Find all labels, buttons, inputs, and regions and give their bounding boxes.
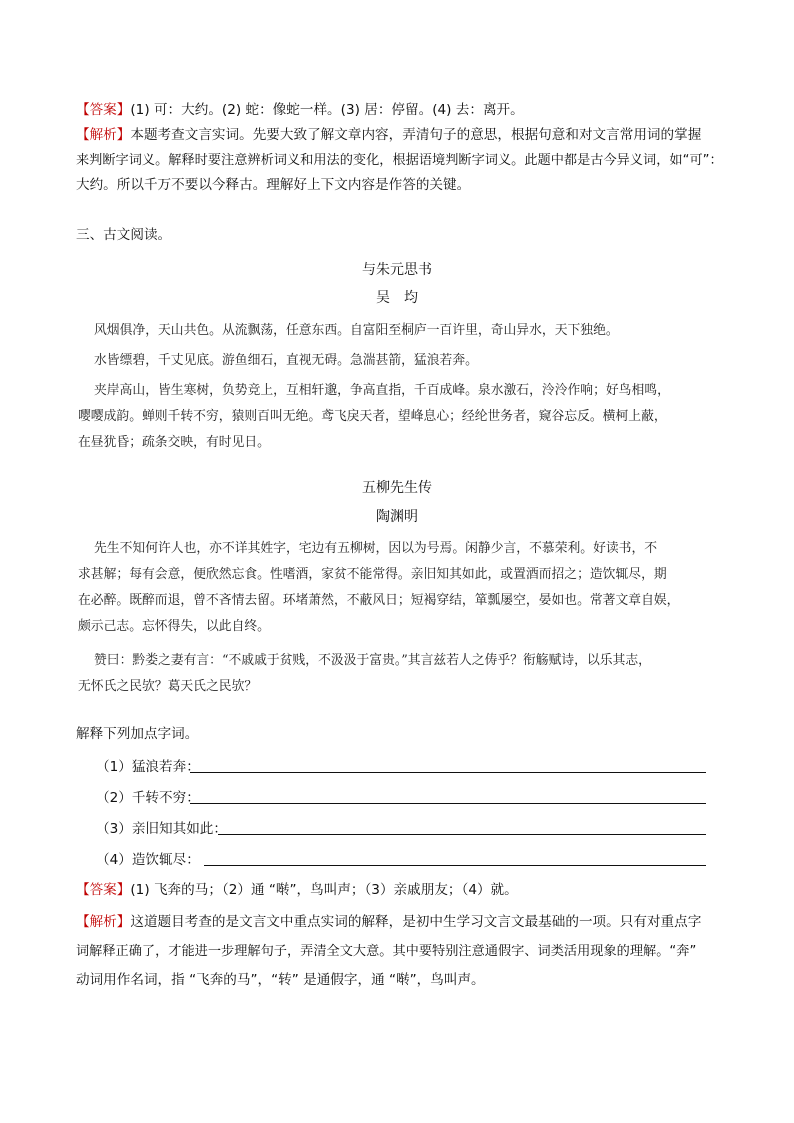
question-prompt-text: 解释下列加点字词。 bbox=[76, 726, 199, 742]
text1-line: 夹岸高山，皆生寒树，负势竞上，互相轩邈，争高直指，千百成峰。泉水激石，泠泠作响；好鸟相鸣， bbox=[94, 383, 670, 398]
answer-blank-1[interactable] bbox=[190, 772, 706, 773]
text1-line: 嘤嘤成韵。蝉则千转不穷，猿则百叫无绝。鸢飞戾天者，望峰息心；经纶世务者，窥谷忘反。横柯上蔽， bbox=[78, 409, 667, 424]
question-item-2: （2）千转不穷： bbox=[96, 790, 200, 806]
text1-author: 吴 均 bbox=[376, 290, 418, 306]
text1-title: 与朱元思书 bbox=[362, 262, 432, 278]
analysis-tag: 【解析】 bbox=[76, 914, 131, 930]
analysis-block-1 bbox=[76, 123, 722, 198]
analysis-line bbox=[76, 910, 722, 935]
answer-block-2 bbox=[76, 878, 722, 903]
answer-block-1 bbox=[76, 98, 722, 123]
text1-line: 风烟俱净，天山共色。从流飘荡，任意东西。自富阳至桐庐一百许里，奇山异水，天下独绝。 bbox=[94, 323, 619, 338]
answer-text: (1) 可：大约。(2) 蛇：像蛇一样。(3) 居：停留。(4) 去：离开。 bbox=[130, 102, 524, 118]
answer-blank-4[interactable] bbox=[204, 865, 706, 866]
text1-line: 水皆缥碧，千丈见底。游鱼细石，直视无碍。急湍甚箭，猛浪若奔。 bbox=[94, 353, 478, 368]
analysis-line: 词解释正确了，才能进一步理解句子，弄清全文大意。其中要特别注意通假字、词类活用现象的理解。“奔” bbox=[76, 944, 697, 959]
analysis-line: 大约。所以千万不要以今释古。理解好上下文内容是作答的关键。 bbox=[76, 177, 471, 193]
answer-line bbox=[76, 878, 722, 903]
question-item-1: （1）猛浪若奔： bbox=[96, 759, 200, 775]
text1-line: 在昼犹昏；疏条交映，有时见日。 bbox=[78, 435, 270, 450]
question-item-4: （4）造饮辄尽： bbox=[96, 852, 200, 868]
section-heading-text: 三、古文阅读。 bbox=[76, 227, 172, 243]
answer-blank-3[interactable] bbox=[218, 834, 706, 835]
analysis-line: 动词用作名词，指 “飞奔的马”，“转” 是通假字，通 “啭”，鸟叫声。 bbox=[76, 972, 485, 988]
analysis-block-2 bbox=[76, 910, 722, 993]
question-item-3: （3）亲旧知其如此： bbox=[96, 821, 227, 837]
text2-line: 颇示己志。忘怀得失，以此自终。 bbox=[78, 619, 270, 634]
answer-line bbox=[76, 98, 722, 123]
question-prompt bbox=[76, 722, 722, 747]
analysis-line bbox=[76, 123, 722, 148]
analysis-tag: 【解析】 bbox=[76, 127, 131, 143]
section-heading bbox=[76, 223, 722, 248]
text2-line: 在必醉。既醉而退，曾不吝情去留。环堵萧然，不蔽风日；短褐穿结，箪瓢屡空，晏如也。常著文章自娱， bbox=[78, 593, 680, 608]
text2-body bbox=[78, 536, 714, 700]
text2-line: 赞曰：黔娄之妻有言：“不戚戚于贫贱，不汲汲于富贵。”其言兹若人之俦乎？衔觞赋诗，以乐其志， bbox=[94, 653, 651, 668]
text2-line: 先生不知何许人也，亦不详其姓字，宅边有五柳树，因以为号焉。闲静少言，不慕荣利。好读书，不 bbox=[94, 541, 658, 556]
answer-tag: 【答案】 bbox=[76, 102, 131, 118]
answer-text: (1) 飞奔的马；（2）通 “啭”，鸟叫声；（3）亲戚朋友；（4）就。 bbox=[130, 882, 518, 898]
text2-line: 求甚解；每有会意，便欣然忘食。性嗜酒，家贫不能常得。亲旧知其如此，或置酒而招之；造饮辄尽，期 bbox=[78, 567, 667, 582]
answer-blank-2[interactable] bbox=[190, 803, 706, 804]
analysis-text: 这道题目考查的是文言文中重点实词的解释，是初中生学习文言文最基础的一项。只有对重点字 bbox=[130, 914, 702, 930]
text2-title: 五柳先生传 bbox=[362, 480, 432, 496]
answer-tag: 【答案】 bbox=[76, 882, 131, 898]
text2-line: 无怀氏之民欤？葛天氏之民欤？ bbox=[78, 679, 258, 694]
analysis-text: 本题考查文言实词。先要大致了解文章内容，弄清句子的意思，根据句意和对文言常用词的掌握 bbox=[130, 127, 702, 143]
analysis-line: 来判断字词义。解释时要注意辨析词义和用法的变化，根据语境判断字词义。此题中都是古今异义词，如“可”： bbox=[76, 153, 723, 168]
text2-author: 陶渊明 bbox=[376, 509, 418, 525]
text1-body bbox=[78, 318, 714, 456]
